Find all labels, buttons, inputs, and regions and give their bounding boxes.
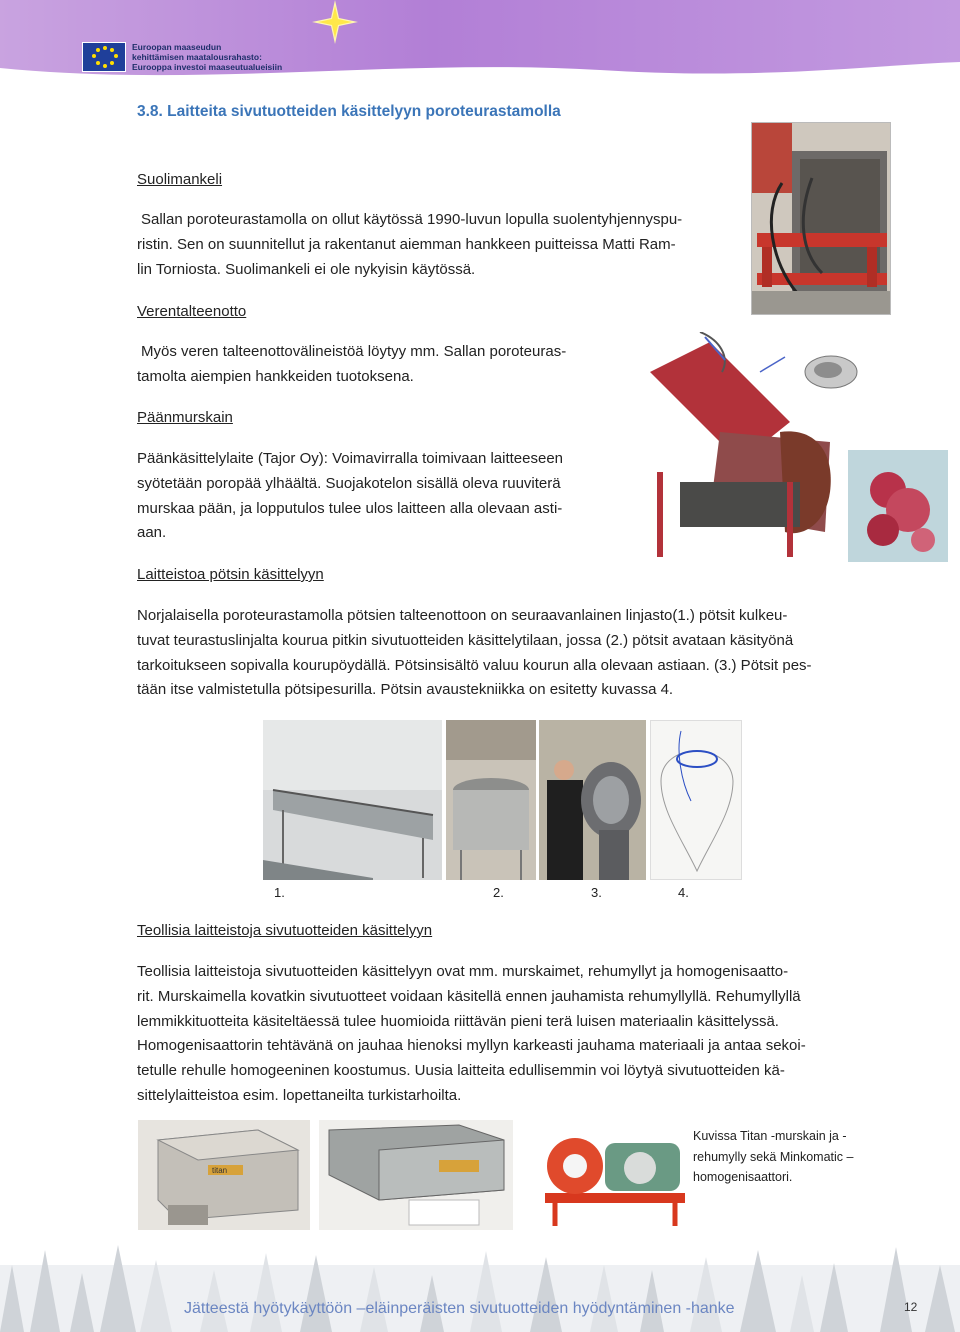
text-line: Myös veren talteenottovälineistöä löytyy mm. Sallan poroteuras- <box>141 343 567 360</box>
potsi-sketch-4 <box>650 720 742 880</box>
footer-project-title: Jätteestä hyötykäyttöön –eläinperäisten sivutuotteiden hyödyntäminen -hanke <box>184 1300 735 1317</box>
titan-feed-mill-photo <box>319 1120 513 1230</box>
figure-caption-1: 1. <box>274 885 285 900</box>
side-caption-line: rehumylly sekä Minkomatic – <box>693 1149 854 1164</box>
text-line: Norjalaisella poroteurastamolla pötsien talteenottoon on seuraavanlainen linjasto(1.) pötsit kulkeu- <box>137 607 788 624</box>
text-line: tetulle rehulle homogeeninen koostumus. Uusia laitteita edullisemmin voi löytyä sivutuotteiden kä- <box>137 1062 785 1080</box>
text-line: tuvat teurastuslinjalta kourua pitkin sivutuotteiden käsittelytilaan, jossa (2.) pötsit avataan käsityönä <box>137 631 794 649</box>
figure-caption-4: 4. <box>678 885 689 900</box>
blade-inset-photo <box>798 343 864 401</box>
eu-flag-logo <box>82 42 126 72</box>
side-caption-line: homogenisaattori. <box>693 1170 793 1184</box>
titan-crusher-photo <box>138 1120 310 1230</box>
subheading-suolimankeli: Suolimankeli <box>137 171 223 188</box>
text-line: murskaa pään, ja lopputulos tulee ulos laitteen alla olevaan asti- <box>137 499 563 517</box>
subheading-paanmurskain: Päänmurskain <box>137 409 233 426</box>
text-line: Päänkäsittelylaite (Tajor Oy): Voimavirralla toimivaan laitteeseen <box>137 450 564 467</box>
text-line: lin Torniosta. Suolimankeli ei ole nykyisin käytössä. <box>137 260 476 278</box>
text-line: rit. Murskaimella kovatkin sivutuotteet voidaan käsitellä ennen jauhamista rehumyllyllä. Rehumyllyllä <box>137 987 801 1005</box>
text-line: syötetään poropää ylhäältä. Suojakotelon sisällä oleva ruuviterä <box>137 474 561 492</box>
text-line: Sallan poroteurastamolla on ollut käytössä 1990-luvun lopulla suolentyhjennyspu- <box>141 211 683 228</box>
side-caption <box>693 1126 883 1188</box>
figure-caption-3: 3. <box>591 885 602 900</box>
titan-label: titan <box>212 1166 228 1175</box>
page-number: 12 <box>904 1300 918 1314</box>
subheading-potsi: Laitteistoa pötsin käsittelyyn <box>137 566 324 583</box>
star-icon <box>310 0 360 44</box>
subheading-teollisia: Teollisia laitteistoja sivutuotteiden käsittelyyn <box>137 922 433 939</box>
subheading-verentalteenotto: Verentalteenotto <box>137 303 247 320</box>
paragraph-suolimankeli <box>137 208 741 282</box>
paragraph-paanmurskain <box>137 447 637 546</box>
text-line: lemmikkituotteita käsiteltäessä tulee huomioida riittävän pieni terä luisen materiaalin käsittelyssä. <box>137 1012 779 1030</box>
paragraph-potsi <box>137 604 897 703</box>
figure-caption-2: 2. <box>493 885 504 900</box>
eu-line-1: Euroopan maaseudun <box>132 42 222 52</box>
potsi-photo-3 <box>539 720 646 880</box>
suolimankeli-photo <box>751 122 891 315</box>
text-line: tamolta aiempien hankkeiden tuotoksena. <box>137 367 414 385</box>
eu-line-2: kehittämisen maatalousrahasto: <box>132 52 262 62</box>
text-line: aan. <box>137 524 167 542</box>
text-line: tään itse valmistetulla pötsipesurilla. Pötsin avaustekniikka on esitetty kuvassa 4. <box>137 681 674 699</box>
potsi-photo-1 <box>263 720 442 880</box>
eu-line-3: Eurooppa investoi maaseutualueisiin <box>132 62 283 72</box>
footer-forest-decoration <box>0 1245 960 1332</box>
potsi-photo-2 <box>446 720 536 880</box>
text-line: Teollisia laitteistoja sivutuotteiden käsittelyyn ovat mm. murskaimet, rehumyllyt ja homogenisaatto- <box>137 963 789 980</box>
section-heading: 3.8. Laitteita sivutuotteiden käsittelyyn poroteurastamolla <box>137 103 561 120</box>
side-caption-line: Kuvissa Titan -murskain ja - <box>693 1129 847 1143</box>
text-line: ristin. Sen on suunnitellut ja rakentanut aiemman hankkeen puitteissa Matti Ram- <box>137 235 676 253</box>
eu-logo-text <box>132 42 282 72</box>
minkomatic-homogenizer-photo <box>535 1118 690 1230</box>
text-line: tarkoitukseen sopivalla kourupöydällä. Pötsinsisältö valuu kourun alla olevaan astiaan. (3.) Pötsit pes- <box>137 656 812 674</box>
paragraph-teollisia <box>137 960 897 1109</box>
crushed-material-photo <box>848 450 948 562</box>
text-line: sittelylaitteistoa esim. lopettaneilta turkistarhoilta. <box>137 1086 462 1104</box>
paragraph-verentalteenotto <box>137 340 641 390</box>
text-line: Homogenisaattorin tehtävänä on jauhaa hienoksi myllyn karkeasti jauhama materiaali ja antaa sekoi- <box>137 1037 806 1055</box>
